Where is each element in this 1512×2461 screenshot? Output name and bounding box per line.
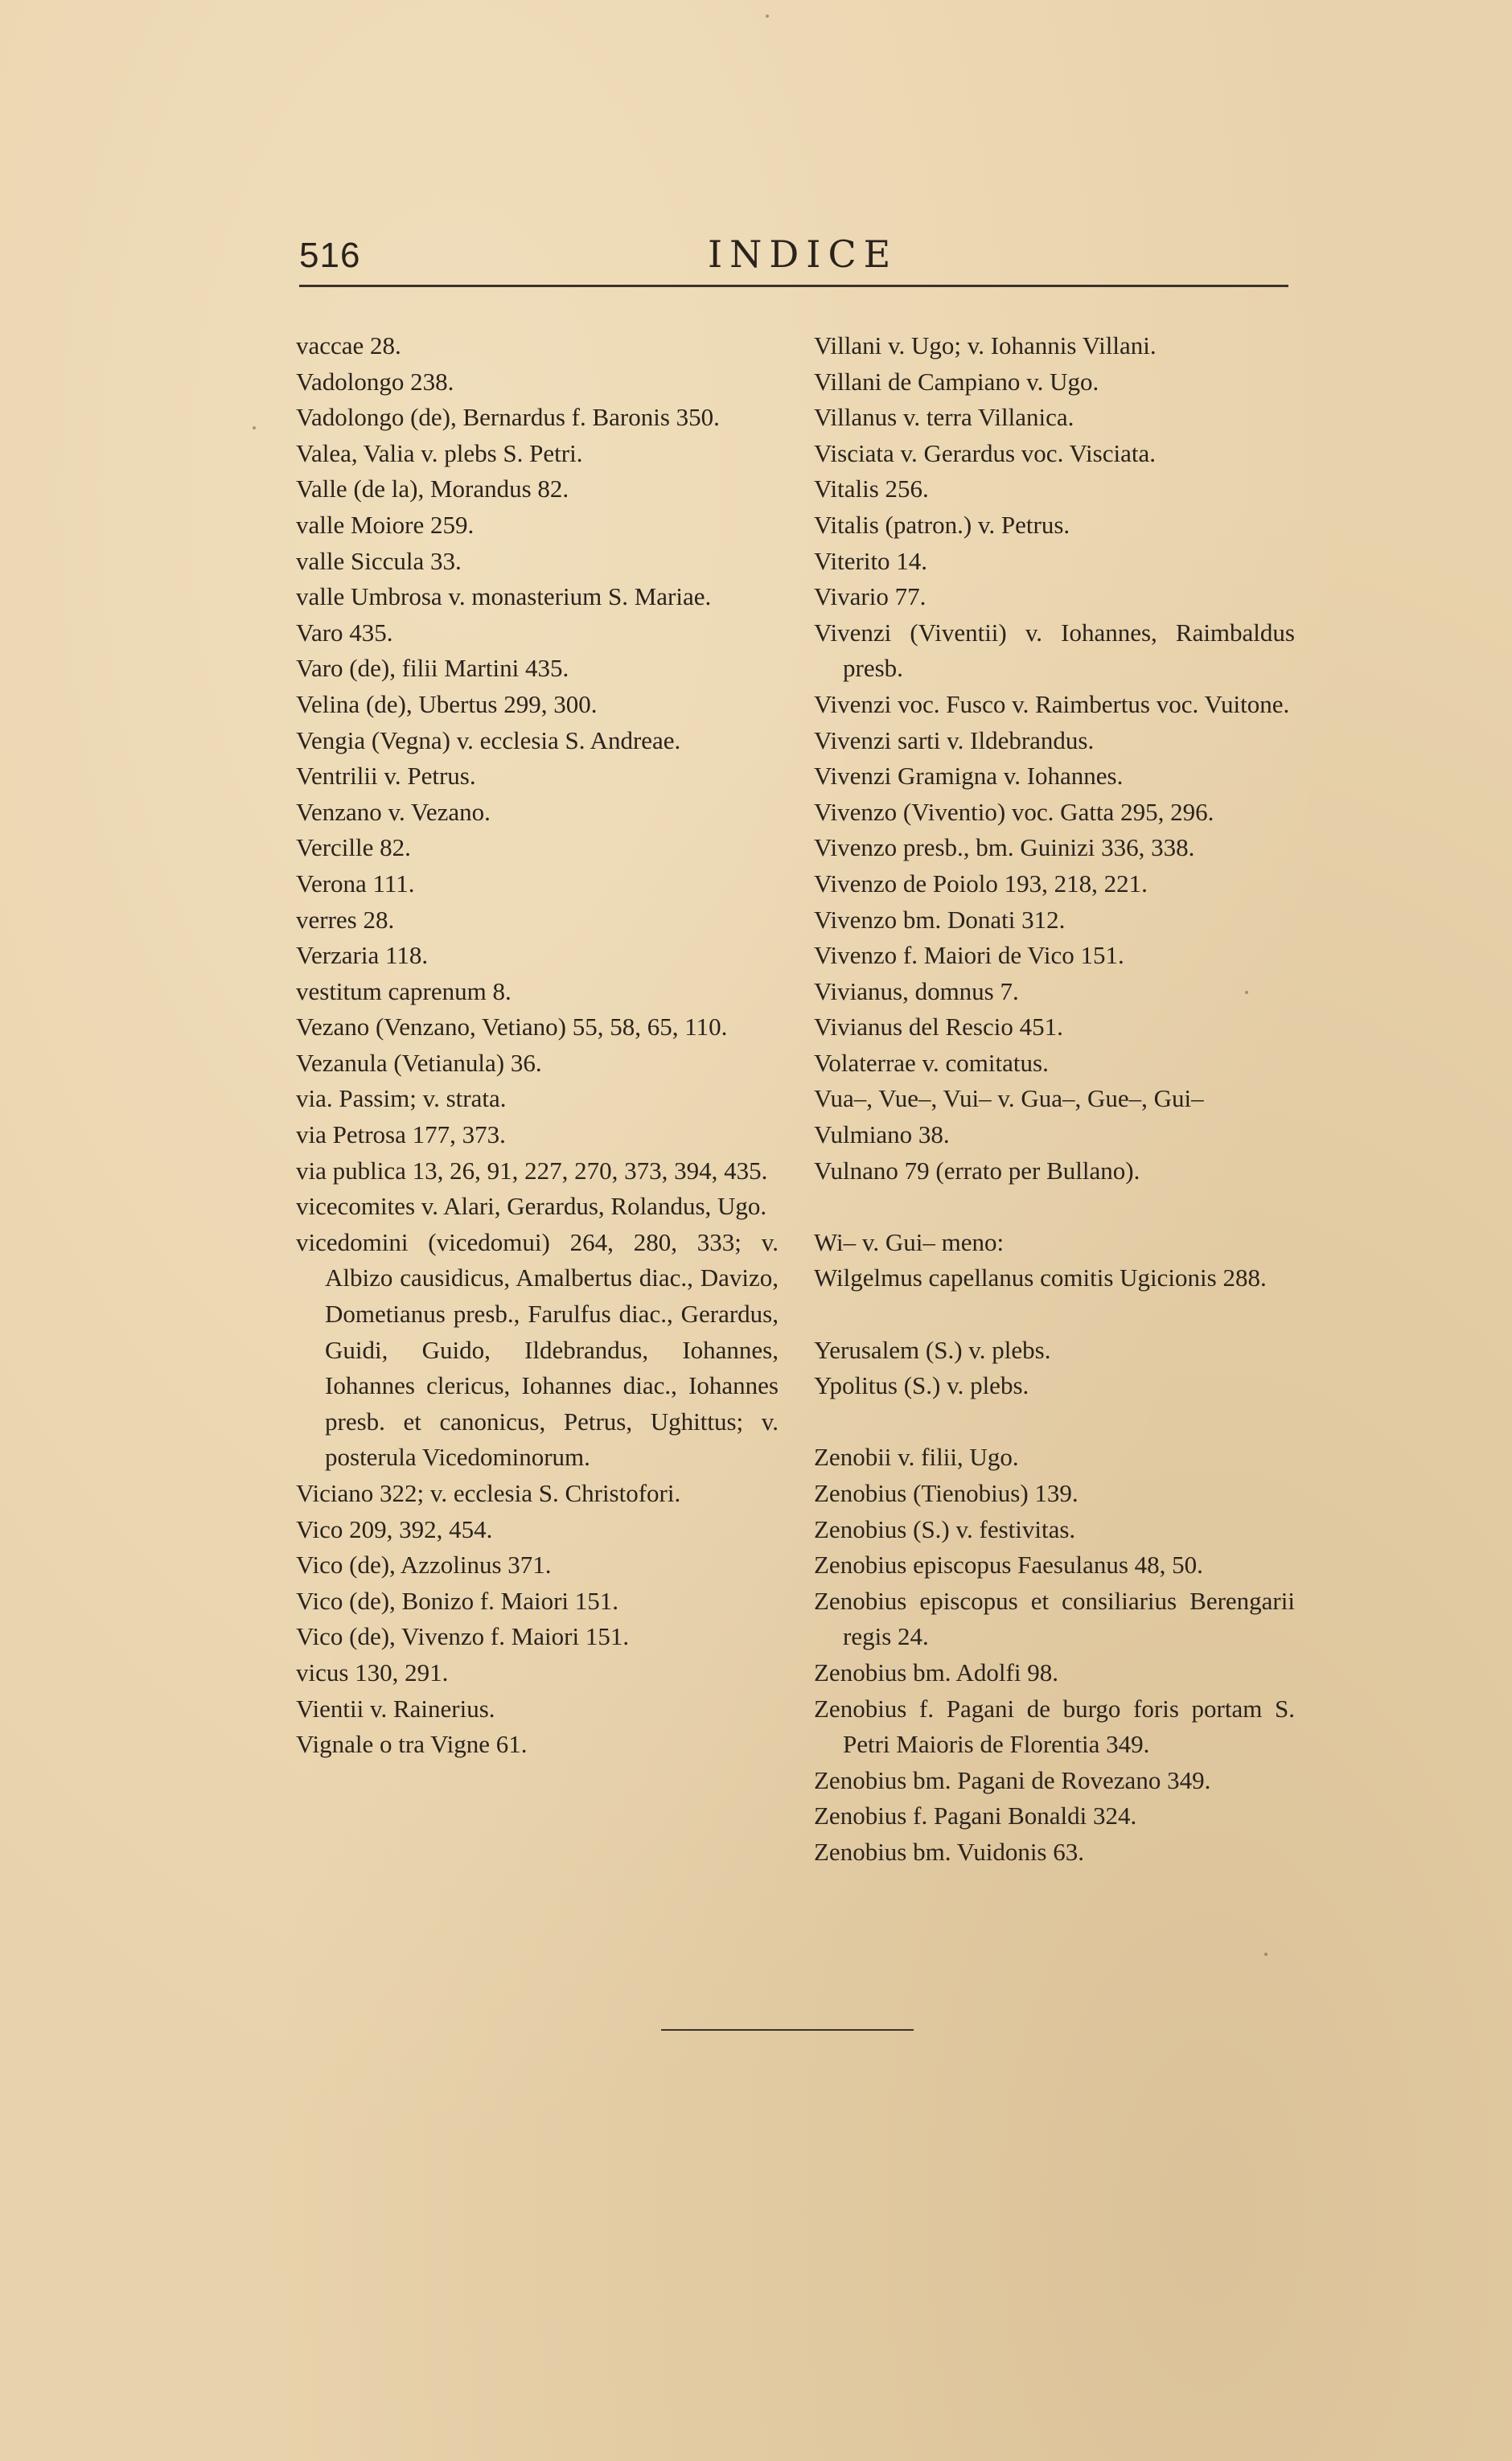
index-entry: Vitalis 256.	[814, 475, 929, 503]
index-entry: Vercille 82.	[296, 833, 411, 862]
index-entry: via publica 13, 26, 91, 227, 270, 373, 394, 435.	[296, 1156, 768, 1185]
index-entry: Vivenzo (Viventio) voc. Gatta 295, 296.	[814, 797, 1214, 826]
index-entry: Zenobii v. filii, Ugo.	[814, 1443, 1019, 1472]
index-column-right	[814, 328, 1295, 1871]
index-entry: vestitum caprenum 8.	[296, 976, 512, 1005]
index-entry: vicecomites v. Alari, Gerardus, Rolandus, Ugo.	[296, 1192, 767, 1221]
section-gap	[814, 1189, 1295, 1225]
index-entry: Vivenzo f. Maiori de Vico 151.	[814, 941, 1124, 970]
paper-speck	[253, 426, 256, 429]
index-entry: Vientii v. Rainerius.	[296, 1694, 495, 1723]
index-entry: Vadolongo 238.	[296, 367, 454, 396]
index-entry: Zenobius bm. Adolfi 98.	[814, 1658, 1058, 1687]
index-entry: Vico (de), Bonizo f. Maiori 151.	[296, 1586, 619, 1615]
index-entry: via. Passim; v. strata.	[296, 1084, 507, 1113]
end-rule	[661, 2029, 914, 2031]
paper-speck	[1245, 991, 1248, 994]
index-entry: vaccae 28.	[296, 331, 401, 359]
index-entry: Vadolongo (de), Bernardus f. Baronis 350.	[296, 403, 720, 432]
paper-speck	[1264, 1953, 1268, 1956]
index-entry: Zenobius bm. Pagani de Rovezano 349.	[814, 1765, 1211, 1794]
index-entry: Yerusalem (S.) v. plebs.	[814, 1335, 1051, 1364]
section-gap	[814, 1404, 1295, 1440]
index-entry: Zenobius (S.) v. festivitas.	[814, 1514, 1076, 1543]
running-title: INDICE	[708, 232, 898, 276]
index-entry: Vivenzi sarti v. Ildebrandus.	[814, 725, 1095, 754]
index-entry: Zenobius f. Pagani Bonaldi 324.	[814, 1802, 1137, 1830]
index-entry: via Petrosa 177, 373.	[296, 1120, 506, 1149]
index-entry: Villani v. Ugo; v. Iohannis Villani.	[814, 331, 1157, 359]
index-entry: Vico (de), Azzolinus 371.	[296, 1551, 552, 1580]
index-entry: Vulnano 79 (errato per Bullano).	[814, 1156, 1140, 1185]
index-entry: Vivario 77.	[814, 582, 927, 611]
index-entry: Ypolitus (S.) v. plebs.	[814, 1371, 1029, 1400]
index-entry: Viterito 14.	[814, 546, 928, 575]
index-entry: Valle (de la), Morandus 82.	[296, 475, 569, 503]
index-entry: Viciano 322; v. ecclesia S. Christofori.	[296, 1479, 681, 1507]
index-entry: Wilgelmus capellanus comitis Ugicionis 288.	[814, 1263, 1267, 1292]
index-entry: vicus 130, 291.	[296, 1658, 449, 1687]
index-entry: Vivenzi voc. Fusco v. Raimbertus voc. Vuitone.	[814, 689, 1290, 718]
index-entry: Zenobius episcopus et consiliarius Berengarii regis 24.	[814, 1586, 1295, 1651]
index-entry: Vivianus del Rescio 451.	[814, 1013, 1063, 1042]
index-entry: Venzano v. Vezano.	[296, 797, 491, 826]
index-entry: Vitalis (patron.) v. Petrus.	[814, 510, 1070, 539]
index-entry: Vivianus, domnus 7.	[814, 976, 1019, 1005]
index-entry: Verzaria 118.	[296, 941, 429, 970]
index-entry: Vua–, Vue–, Vui– v. Gua–, Gue–, Gui–	[814, 1084, 1204, 1113]
index-entry: Valea, Valia v. plebs S. Petri.	[296, 438, 583, 467]
page-header	[299, 229, 1288, 286]
index-entry: Velina (de), Ubertus 299, 300.	[296, 689, 598, 718]
index-entry: valle Siccula 33.	[296, 546, 462, 575]
index-entry: Vico (de), Vivenzo f. Maiori 151.	[296, 1622, 630, 1651]
index-column-left	[296, 328, 779, 1763]
index-entry: Ventrilii v. Petrus.	[296, 762, 476, 791]
index-entry: Vezanula (Vetianula) 36.	[296, 1048, 542, 1077]
index-entry: Volaterrae v. comitatus.	[814, 1048, 1049, 1077]
index-entry: valle Umbrosa v. monasterium S. Mariae.	[296, 582, 712, 611]
index-entry: Zenobius (Tienobius) 139.	[814, 1479, 1079, 1507]
header-rule	[299, 285, 1288, 287]
index-entry: Vivenzo de Poiolo 193, 218, 221.	[814, 869, 1148, 898]
index-entry: Vivenzi (Viventii) v. Iohannes, Raimbaldus presb.	[814, 618, 1295, 683]
index-entry: Vivenzo bm. Donati 312.	[814, 905, 1066, 934]
index-entry: Vulmiano 38.	[814, 1120, 950, 1149]
section-gap	[814, 1296, 1295, 1333]
paper-speck	[766, 14, 769, 18]
index-entry: Varo 435.	[296, 618, 393, 647]
index-entry: verres 28.	[296, 905, 395, 934]
index-entry: Vico 209, 392, 454.	[296, 1514, 493, 1543]
index-entry: Zenobius episcopus Faesulanus 48, 50.	[814, 1551, 1203, 1580]
index-entry: Zenobius f. Pagani de burgo foris portam S. Petri Maioris de Florentia 349.	[814, 1694, 1295, 1759]
index-entry: Vignale o tra Vigne 61.	[296, 1730, 528, 1759]
index-entry: Verona 111.	[296, 869, 415, 898]
index-entry: Vivenzo presb., bm. Guinizi 336, 338.	[814, 833, 1195, 862]
index-entry: Villani de Campiano v. Ugo.	[814, 367, 1099, 396]
index-entry: Vivenzi Gramigna v. Iohannes.	[814, 762, 1124, 791]
index-entry: Zenobius bm. Vuidonis 63.	[814, 1837, 1084, 1866]
index-entry: Varo (de), filii Martini 435.	[296, 654, 569, 683]
index-entry: valle Moiore 259.	[296, 510, 475, 539]
index-entry: Villanus v. terra Villanica.	[814, 403, 1074, 432]
index-entry: Vengia (Vegna) v. ecclesia S. Andreae.	[296, 725, 681, 754]
index-entry: vicedomini (vicedomui) 264, 280, 333; v. Albizo causidicus, Amalbertus diac., Davizo, Dometianus presb., Farulfus diac., Gerardus, Guidi, Guido, Ildebrandus, Iohannes, Iohannes clericus, Iohannes diac., Iohannes presb. et canonicus, Petrus, Ughittus; v. posterula Vicedominorum.	[296, 1227, 779, 1472]
index-entry: Wi– v. Gui– meno:	[814, 1227, 1005, 1256]
index-entry: Vezano (Venzano, Vetiano) 55, 58, 65, 110.	[296, 1013, 728, 1042]
index-entry: Visciata v. Gerardus voc. Visciata.	[814, 438, 1156, 467]
page-number: 516	[299, 236, 361, 275]
